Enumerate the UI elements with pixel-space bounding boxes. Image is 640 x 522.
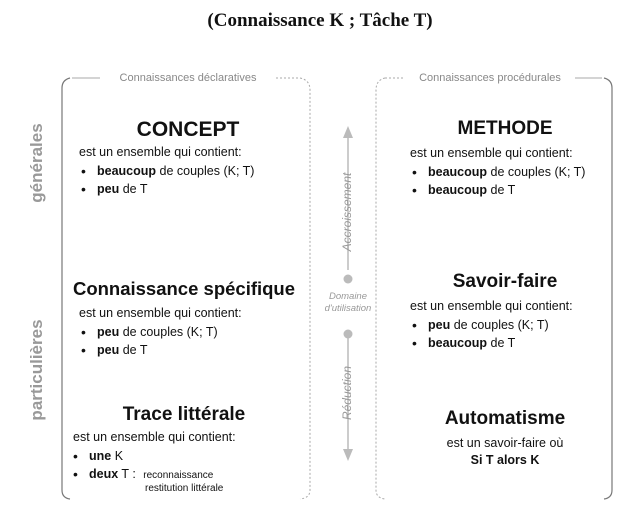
automatisme-line1: est un savoir-faire où [446,436,564,450]
diagram-title: (Connaissance K ; Tâche T) [207,10,433,31]
list-item: • une K [71,447,306,465]
box-methode [400,118,610,199]
up-arrow-dot [344,275,353,284]
concept-heading: CONCEPT [136,118,240,141]
list-item: • peu de T [79,180,306,198]
down-arrow-dot [344,330,353,339]
trace-note-1: reconnaissance [143,470,214,481]
up-arrow-head [343,126,353,138]
box-trace-litterale [62,404,306,494]
axis-label-accroissement: Accroissement [340,172,354,252]
down-arrow-head [343,449,353,461]
row-label-particulieres: particulières [27,319,46,421]
concept-list [79,162,306,198]
specifique-heading: Connaissance spécifique [72,278,296,299]
methode-list [410,163,610,199]
column-header-right: Connaissances procédurales [419,72,561,84]
specifique-intro: est un ensemble qui contient: [79,306,242,320]
concept-intro: est un ensemble qui contient: [79,145,242,159]
axis-label-domaine: Domaine d'utilisation [324,291,372,314]
box-connaissance-specifique [62,278,306,359]
trace-list [71,447,306,485]
trace-intro: est un ensemble qui contient: [73,430,236,444]
list-item: • beaucoup de T [410,181,610,199]
savoirfaire-intro: est un ensemble qui contient: [410,299,573,313]
automatisme-line2: Si T alors K [470,453,540,467]
box-concept [70,118,306,198]
row-label-generales: générales [27,123,46,203]
column-header-left: Connaissances déclaratives [119,72,257,84]
methode-heading: METHODE [457,118,553,139]
axis-label-reduction: Réduction [340,365,354,421]
trace-heading: Trace littérale [122,404,246,425]
list-item: • peu de couples (K; T) [79,323,306,341]
methode-intro: est un ensemble qui contient: [410,146,573,160]
automatisme-heading: Automatisme [444,408,566,429]
box-automatisme [400,408,610,467]
list-item: • beaucoup de T [410,334,610,352]
list-item: • beaucoup de couples (K; T) [410,163,610,181]
list-item: • peu de T [79,341,306,359]
list-item: • deux T : reconnaissance [71,465,306,485]
savoirfaire-heading: Savoir-faire [452,271,558,292]
box-savoir-faire [400,271,610,352]
right-inner-dashed [376,78,385,499]
specifique-list [79,323,306,359]
list-item: • beaucoup de couples (K; T) [79,162,306,180]
savoirfaire-list [410,316,610,352]
list-item: • peu de couples (K; T) [410,316,610,334]
trace-note-2: restitution littérale [145,483,224,494]
